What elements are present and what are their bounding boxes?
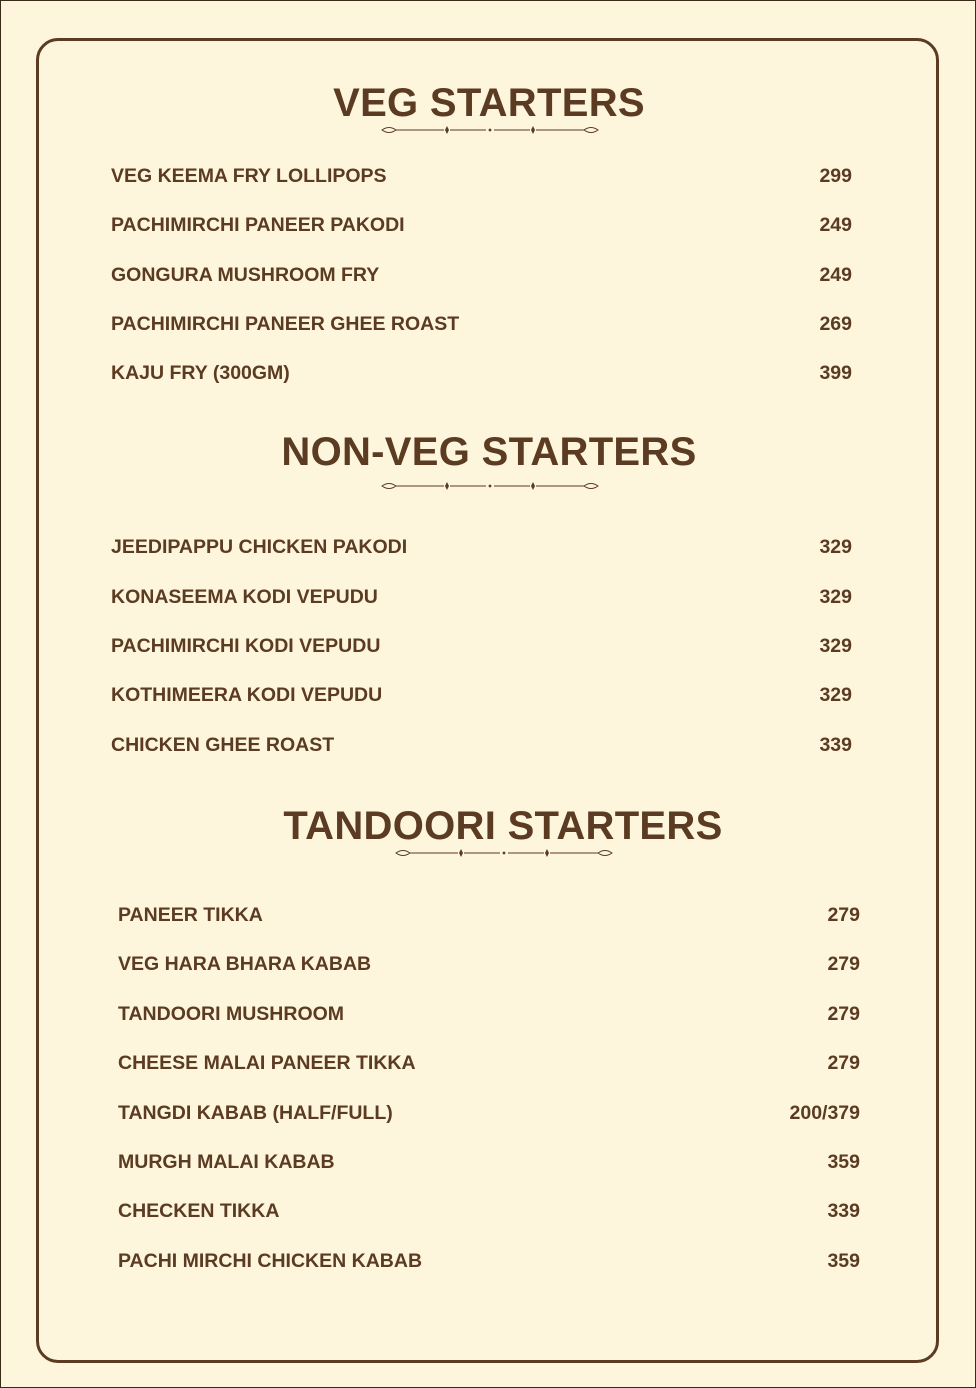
ornament-divider-icon [380,480,600,492]
section-title-veg-starters: VEG STARTERS [333,81,645,125]
item-price: 329 [819,634,852,657]
item-name: CHEESE MALAI PANEER TIKKA [118,1051,416,1074]
item-name: PACHIMIRCHI PANEER GHEE ROAST [111,312,460,335]
item-name: CHICKEN GHEE ROAST [111,733,335,756]
item-name: JEEDIPAPPU CHICKEN PAKODI [111,535,408,558]
menu-item [111,163,852,189]
menu-item [111,633,852,659]
menu-item [111,212,852,238]
item-name: TANGDI KABAB (HALF/FULL) [118,1101,393,1124]
item-name: GONGURA MUSHROOM FRY [111,263,380,286]
item-price: 339 [819,733,852,756]
menu-item [118,1001,860,1027]
menu-item [118,1050,860,1076]
item-price: 329 [819,535,852,558]
item-price: 279 [827,903,860,926]
item-name: MURGH MALAI KABAB [118,1150,335,1173]
item-price: 269 [819,312,852,335]
section-title-tandoori-starters: TANDOORI STARTERS [283,804,723,848]
menu-item [118,1248,860,1274]
item-name: PACHI MIRCHI CHICKEN KABAB [118,1249,423,1272]
ornament-divider-icon [380,124,600,136]
section-title-non-veg-starters: NON-VEG STARTERS [281,430,697,474]
menu-item [118,902,860,928]
item-name: VEG KEEMA FRY LOLLIPOPS [111,164,387,187]
menu-item [118,1100,860,1126]
item-price: 359 [827,1150,860,1173]
item-price: 279 [827,1002,860,1025]
menu-item [111,262,852,288]
item-price: 399 [819,361,852,384]
menu-item [111,360,852,386]
item-price: 299 [819,164,852,187]
item-price: 279 [827,1051,860,1074]
menu-item [111,732,852,758]
item-name: PACHIMIRCHI KODI VEPUDU [111,634,381,657]
item-price: 249 [819,213,852,236]
item-name: KOTHIMEERA KODI VEPUDU [111,683,383,706]
menu-item [118,1198,860,1224]
item-name: PACHIMIRCHI PANEER PAKODI [111,213,405,236]
menu-item [111,682,852,708]
menu-item [111,534,852,560]
ornament-divider-icon [394,847,614,859]
item-price: 249 [819,263,852,286]
item-name: CHECKEN TIKKA [118,1199,280,1222]
item-name: KAJU FRY (300GM) [111,361,290,384]
item-price: 200/379 [789,1101,860,1124]
menu-item [118,951,860,977]
menu-item [118,1149,860,1175]
item-name: TANDOORI MUSHROOM [118,1002,345,1025]
item-price: 279 [827,952,860,975]
item-price: 329 [819,585,852,608]
item-price: 329 [819,683,852,706]
item-name: VEG HARA BHARA KABAB [118,952,372,975]
item-name: PANEER TIKKA [118,903,263,926]
item-name: KONASEEMA KODI VEPUDU [111,585,378,608]
item-price: 359 [827,1249,860,1272]
menu-item [111,584,852,610]
menu-item [111,311,852,337]
item-price: 339 [827,1199,860,1222]
